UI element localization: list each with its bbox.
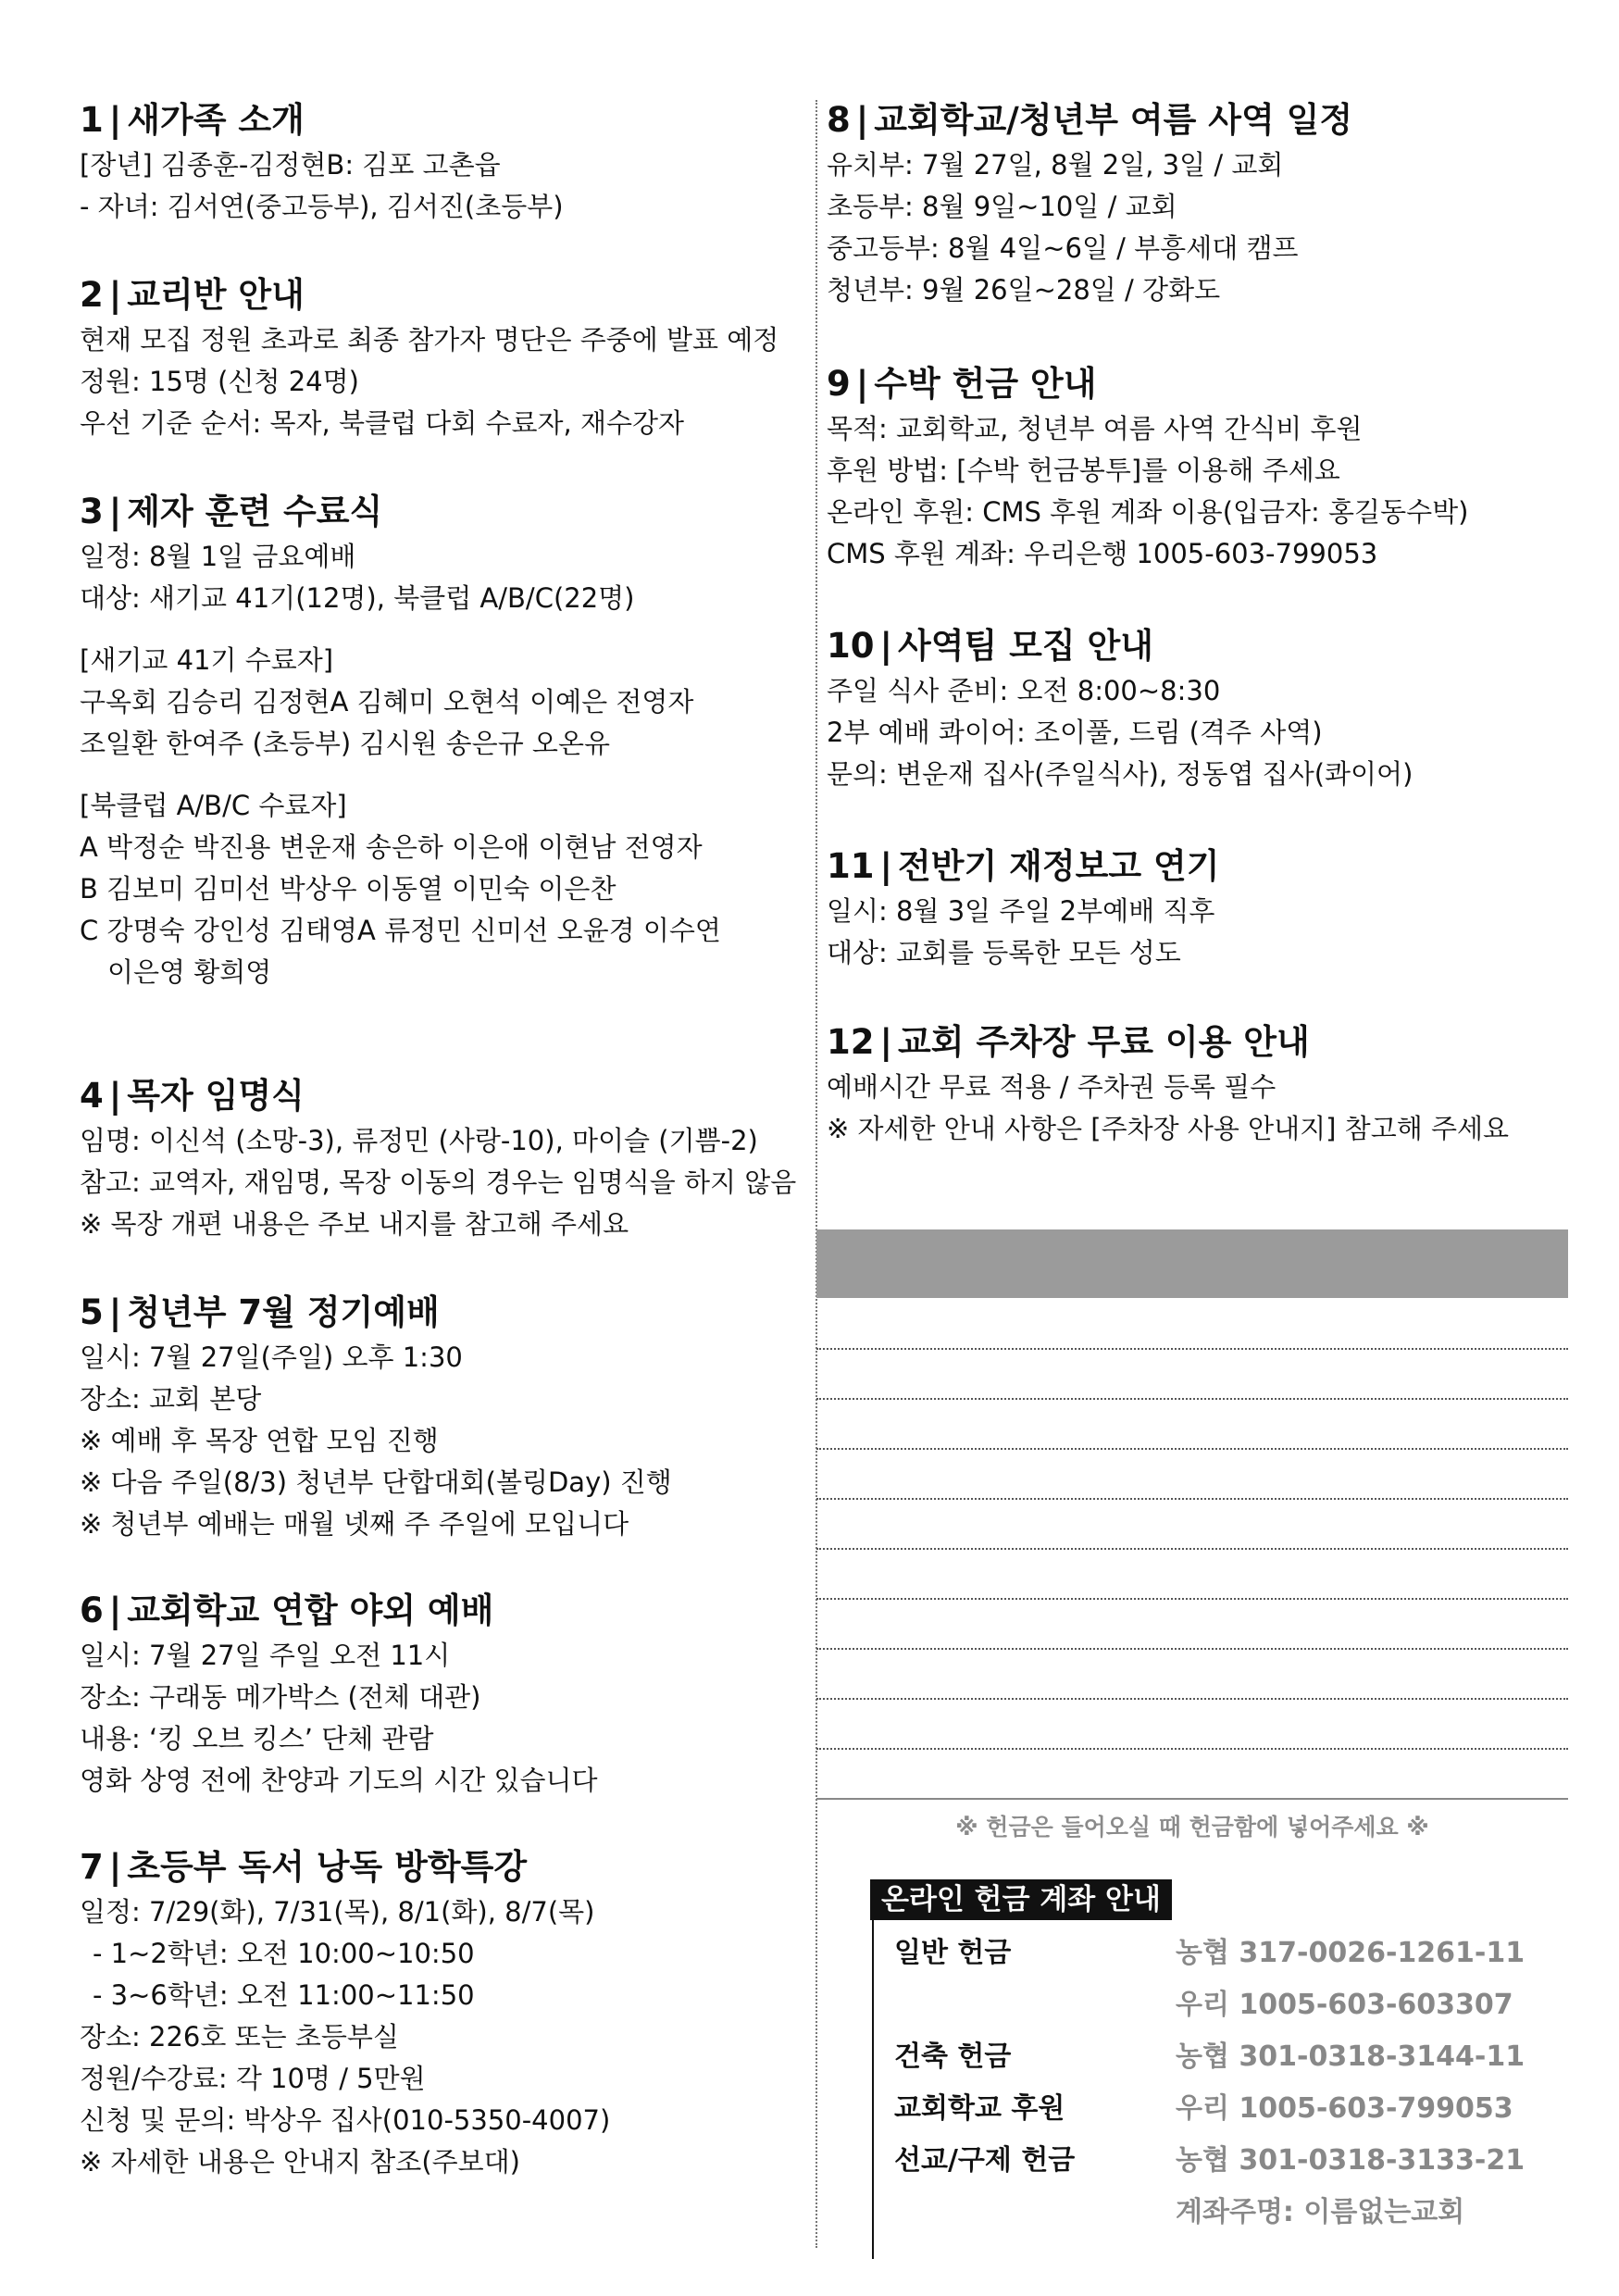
text-line: 대상: 교회를 등록한 모든 성도: [827, 937, 1181, 968]
text-line: 이은영 황희영: [107, 956, 272, 988]
text-line: 구옥회 김승리 김정현A 김혜미 오현석 이예은 전영자: [80, 686, 694, 718]
note-line: [816, 1498, 1568, 1500]
text-line: 일시: 7월 27일 주일 오전 11시: [80, 1640, 451, 1671]
account-label: 일반 헌금: [894, 1937, 1012, 1969]
section-1: [80, 100, 811, 228]
note-bottom-line: [816, 1798, 1568, 1800]
text-line: 청년부: 9월 26일~28일 / 강화도: [827, 274, 1221, 306]
text-line: ※ 청년부 예배는 매월 넷째 주 주일에 모입니다: [80, 1508, 629, 1540]
text-line: 임명: 이신석 (소망-3), 류정민 (사랑-10), 마이슬 (기쁨-2): [80, 1125, 758, 1156]
note-line: [816, 1548, 1568, 1550]
section-4: [80, 1076, 811, 1245]
note-line: [816, 1648, 1568, 1650]
text-line: ※ 자세한 내용은 안내지 참조(주보대): [80, 2146, 520, 2177]
account-holder: 계좌주명: 이름없는교회: [1176, 2196, 1465, 2228]
text-line: 목적: 교회학교, 청년부 여름 사역 간식비 후원: [827, 413, 1363, 444]
text-line: 중고등부: 8월 4일~6일 / 부흥세대 캠프: [827, 232, 1299, 264]
offering-footnote: ※ 헌금은 들어오실 때 헌금함에 넣어주세요 ※: [955, 1814, 1429, 1841]
account-row: [874, 2187, 1522, 2239]
section-heading: 1 | 새가족 소개: [80, 100, 305, 140]
text-line: 주일 식사 준비: 오전 8:00~8:30: [827, 675, 1221, 706]
section-2: [80, 275, 811, 444]
text-line: 일정: 7/29(화), 7/31(목), 8/1(화), 8/7(목): [80, 1896, 595, 1928]
text-line: ※ 자세한 안내 사항은 [주차장 사용 안내지] 참고해 주세요: [827, 1113, 1509, 1144]
text-line: 장소: 교회 본당: [80, 1383, 262, 1415]
text-line: 대상: 새기교 41기(12명), 북클럽 A/B/C(22명): [80, 582, 635, 614]
text-line: ※ 예배 후 목장 연합 모임 진행: [80, 1425, 439, 1456]
text-line: 조일환 한여주 (초등부) 김시원 송은규 오온유: [80, 728, 610, 759]
text-line: 우선 기준 순서: 목자, 북클럽 다회 수료자, 재수강자: [80, 407, 685, 439]
text-line: 장소: 구래동 메가박스 (전체 대관): [80, 1681, 481, 1713]
section-11: [827, 846, 1567, 974]
notes-header-bar: [816, 1229, 1568, 1298]
account-number: 농협 301-0318-3144-11: [1176, 2040, 1526, 2073]
subsection-title: [새기교 41기 수료자]: [80, 644, 334, 676]
note-line: [816, 1398, 1568, 1400]
account-row: [874, 1979, 1522, 2031]
section-12: [827, 1022, 1567, 1150]
account-row: [874, 2083, 1522, 2135]
text-line: - 3~6학년: 오전 11:00~11:50: [93, 1979, 475, 2011]
text-line: 예배시간 무료 적용 / 주차권 등록 필수: [827, 1071, 1277, 1103]
account-row: [874, 2031, 1526, 2083]
online-offering-box: [870, 1879, 1518, 1920]
text-line: ※ 목장 개편 내용은 주보 내지를 참고해 주세요: [80, 1208, 629, 1240]
text-line: - 자녀: 김서연(중고등부), 김서진(초등부): [80, 191, 564, 222]
text-line: 2부 예배 콰이어: 조이풀, 드림 (격주 사역): [827, 717, 1323, 748]
text-line: 참고: 교역자, 재임명, 목장 이동의 경우는 임명식을 하지 않음: [80, 1167, 797, 1198]
text-line: 정원: 15명 (신청 24명): [80, 366, 359, 397]
section-9: [827, 364, 1567, 575]
section-8: [827, 100, 1567, 311]
online-offering-title: 온라인 헌금 계좌 안내: [870, 1879, 1172, 1920]
section-heading: 2 | 교리반 안내: [80, 275, 305, 315]
text-line: 영화 상영 전에 찬양과 기도의 시간 있습니다: [80, 1765, 598, 1796]
text-line: CMS 후원 계좌: 우리은행 1005-603-799053: [827, 538, 1378, 569]
section-heading: 12 | 교회 주차장 무료 이용 안내: [827, 1022, 1310, 1062]
account-label: 선교/구제 헌금: [894, 2144, 1076, 2177]
text-line: [장년] 김종훈-김정현B: 김포 고촌읍: [80, 149, 501, 181]
section-10: [827, 626, 1567, 795]
section-7: [80, 1847, 811, 2183]
account-label: 교회학교 후원: [894, 2092, 1065, 2125]
section-heading: 5 | 청년부 7월 정기예배: [80, 1292, 440, 1332]
section-heading: 7 | 초등부 독서 낭독 방학특강: [80, 1847, 528, 1887]
text-line: B 김보미 김미선 박상우 이동열 이민숙 이은찬: [80, 873, 616, 905]
section-6: [80, 1591, 811, 1802]
text-line: 후원 방법: [수박 헌금봉투]를 이용해 주세요: [827, 455, 1340, 486]
text-line: 유치부: 7월 27일, 8월 2일, 3일 / 교회: [827, 149, 1284, 181]
text-line: 장소: 226호 또는 초등부실: [80, 2021, 399, 2053]
section-heading: 6 | 교회학교 연합 야외 예배: [80, 1591, 494, 1630]
section-heading: 10 | 사역팀 모집 안내: [827, 626, 1153, 666]
note-line: [816, 1698, 1568, 1700]
section-heading: 8 | 교회학교/청년부 여름 사역 일정: [827, 100, 1353, 140]
account-row: [874, 2135, 1526, 2187]
note-line: [816, 1598, 1568, 1600]
account-label: 건축 헌금: [894, 2040, 1012, 2073]
account-number: 우리 1005-603-799053: [1176, 2092, 1513, 2125]
text-line: 신청 및 문의: 박상우 집사(010-5350-4007): [80, 2104, 611, 2136]
section-heading: 3 | 제자 훈련 수료식: [80, 492, 383, 531]
text-line: 문의: 변운재 집사(주일식사), 정동엽 집사(콰이어): [827, 758, 1414, 790]
section-heading: 9 | 수박 헌금 안내: [827, 364, 1097, 404]
text-line: A 박정순 박진용 변운재 송은하 이은애 이현남 전영자: [80, 831, 703, 863]
text-line: C 강명숙 강인성 김태영A 류정민 신미선 오윤경 이수연: [80, 915, 721, 946]
text-line: 초등부: 8월 9일~10일 / 교회: [827, 191, 1177, 222]
text-line: - 1~2학년: 오전 10:00~10:50: [93, 1938, 475, 1969]
text-line: 일시: 7월 27일(주일) 오후 1:30: [80, 1341, 463, 1373]
account-number: 농협 301-0318-3133-21: [1176, 2144, 1526, 2177]
column-divider: [816, 100, 817, 2248]
account-number: 농협 317-0026-1261-11: [1176, 1937, 1526, 1969]
online-offering-list: [872, 1916, 1526, 2259]
section-3: [80, 492, 811, 993]
subsection-title: [북클럽 A/B/C 수료자]: [80, 790, 347, 821]
text-line: 현재 모집 정원 초과로 최종 참가자 명단은 주중에 발표 예정: [80, 324, 779, 356]
text-line: ※ 다음 주일(8/3) 청년부 단합대회(볼링Day) 진행: [80, 1466, 672, 1498]
text-line: 내용: ‘킹 오브 킹스’ 단체 관람: [80, 1723, 434, 1754]
account-number: 우리 1005-603-603307: [1176, 1989, 1513, 2021]
section-5: [80, 1292, 811, 1545]
account-row: [874, 1928, 1526, 1979]
note-line: [816, 1748, 1568, 1750]
text-line: 정원/수강료: 각 10명 / 5만원: [80, 2063, 426, 2094]
section-heading: 4 | 목자 임명식: [80, 1076, 305, 1116]
text-line: 일시: 8월 3일 주일 2부예배 직후: [827, 895, 1215, 927]
note-line: [816, 1448, 1568, 1450]
note-line: [816, 1348, 1568, 1350]
text-line: 온라인 후원: CMS 후원 계좌 이용(입금자: 홍길동수박): [827, 496, 1469, 528]
section-heading: 11 | 전반기 재정보고 연기: [827, 846, 1220, 886]
text-line: 일정: 8월 1일 금요예배: [80, 541, 356, 572]
